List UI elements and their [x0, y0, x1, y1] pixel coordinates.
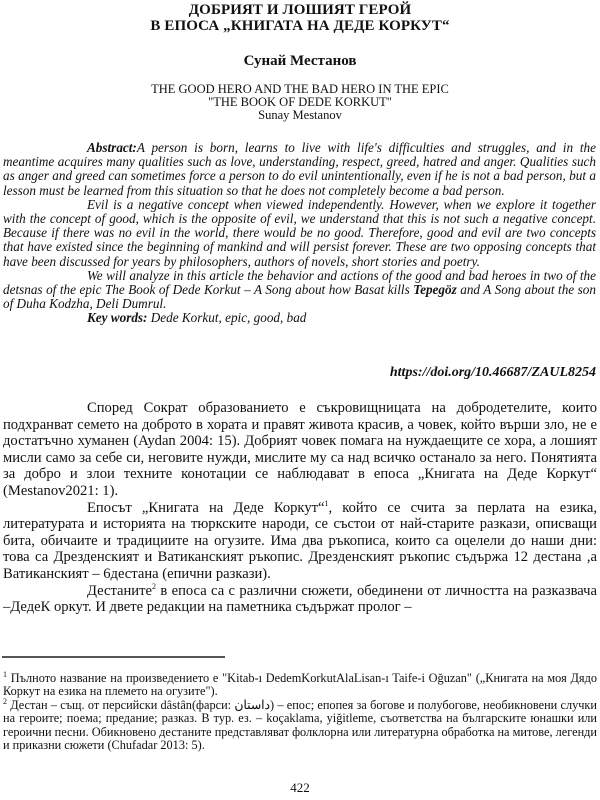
title-bg-line2: В ЕПОСА „КНИГАТА НА ДЕДЕ КОРКУТ“ [150, 18, 450, 34]
abstract-paragraph-1: Abstract:A person is born, learns to live with life's difficulties and struggles, and in the meantime acquires many qualities such as love, understanding, respect, greed, hatred and anger. Qualities such as anger and greed can sometimes force a person to do evil unintentionally, even if he is not a bad person, but a lesson must be learned from this situation so that he does not completely become a bad person. [3, 140, 596, 198]
abstract-paragraph-2: Evil is a negative concept when viewed independently. However, when we explore it together with the concept of good, which is the opposite of evil, we understand that this is not such a negative concept. Because if there was no evil in the world, there would be no good. Therefore, good and evil are two concepts that have existed since the beginning of mankind and will persist forever. These are two opposing concepts that have been discussed for years by philosophers, authors of novels, short stories and poetry. [3, 196, 596, 269]
title-en-line2: "THE BOOK OF DEDE KORKUT" [208, 95, 392, 109]
footnote-divider [2, 656, 225, 658]
abstract-paragraph-3: We will analyze in this article the behavior and actions of the good and bad heroes in two of the detsnas of the epic The Book of Dede Korkut – A Song about how Basat kills Tepegöz and A Song about the son of Duha Kodzha, Deli Dumrul. [3, 267, 596, 312]
footnote-2: $^2$ Дестан – същ. от персийски dâstân(фарси: داستان) – епос; епопея за богове и полубогове, необикновени случки на героите; поема; предание; разказ. В тур. ез. – koçaklama, yiğitleme, съответства на българските юнашки или героични песни. Обикновено дестаните представляват фолклорна или литературна обработка на митове, легенди и приказни сюжети (Chufadar 2013: 5). [3, 696, 598, 753]
keywords-label: Key words: [87, 310, 148, 326]
body-paragraph-1: Според Сократ образованието е съкровищницата на добродетелите, които подхранват семето на доброто в хората и правят живота красив, а човек, който върши зло, не е достатъчно хуманен (Aydan 2004: 15). Добрият човек помага на нуждаещите се хора, а лошият мисли само за себе си, неговите нужди, мислите му са над всичко останало за него. Понятията за добро и злои техните конотации се наблюдават в епоса „Книгата на Деде Коркут“ (Mestanov2021: 1). [3, 400, 597, 499]
title-bg-line1: ДОБРИЯТ И ЛОШИЯТ ГЕРОЙ [188, 2, 412, 18]
author-bg: Сунай Местанов [243, 53, 357, 69]
body-paragraph-3: Дестаните$^2$ в епоса са с различни сюжети, обединени от личността на разказвача –ДедеК оркут. И двете редакции на паметника съдържат пролог – [3, 581, 597, 616]
abstract [3, 141, 596, 326]
footnote-ref-2[interactable]: 2 [151, 581, 156, 591]
body-text [3, 400, 597, 616]
doi-link[interactable]: https://doi.org/10.46687/ZAUL8254 [389, 365, 596, 380]
author-en: Sunay Mestanov [258, 108, 342, 122]
title-en-line1: THE GOOD HERO AND THE BAD HERO IN THE EPIC [151, 82, 449, 96]
footnote-ref-1[interactable]: 1 [324, 498, 329, 508]
keywords: Key words: Dede Korkut, epic, good, bad [87, 310, 307, 326]
abstract-label: Abstract: [87, 140, 137, 155]
page-number: 422 [290, 780, 310, 795]
footnotes [3, 669, 598, 753]
footnote-1: $^1$ Пълното название на произведението е "Kitab-ı DedemKorkutAlaLisan-ı Taife-i Oğuzan" („Книгата на моя Дядо Коркут на езика на племето на огузите"). [3, 669, 597, 699]
body-paragraph-2: Епосът „Книгата на Деде Коркут“$^1$, който се счита за перлата на езика, литературата и историята на тюркските народи, се състои от най-старите разкази, описващи бита, обичаите и традициите на огузите. Има два ръкописа, които са оцелели до наши дни: това са Дрезденският и Ватиканският ръкопис. Дрезденският ръкопис съдържа 12 дестана ,а Ватиканският – 6дестана (епични разкази). [3, 498, 597, 582]
